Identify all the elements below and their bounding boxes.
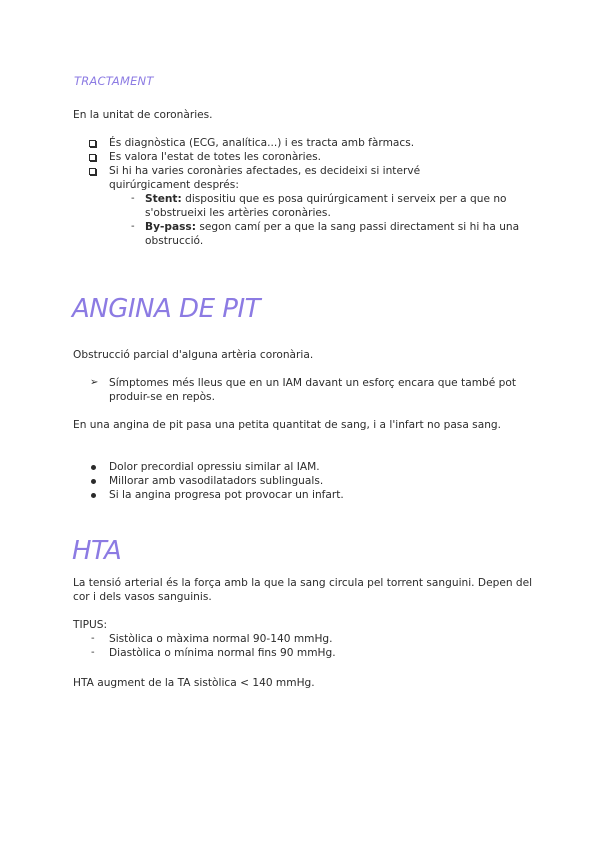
checkbox-bullet-icon <box>89 168 96 175</box>
checkbox-bullet-icon <box>89 140 96 147</box>
arrow-bullet-icon: ➢ <box>90 377 99 388</box>
tipus-item: Sistòlica o màxima normal 90-140 mmHg. <box>109 633 333 645</box>
angina-bullet: Si la angina progresa pot provocar un infart. <box>109 489 344 501</box>
checkbox-bullet-icon <box>89 154 96 161</box>
angina-intro: Obstrucció parcial d'alguna artèria coronària. <box>73 349 314 361</box>
angina-paragraph: En una angina de pit pasa una petita quantitat de sang, i a l'infart no pasa sang. <box>73 419 502 431</box>
term-stent: Stent: <box>145 193 182 205</box>
bullet-dot-icon <box>91 493 96 498</box>
angina-bullet: Dolor precordial opressiu similar al IAM. <box>109 461 320 473</box>
tipus-item: Diastòlica o mínima normal fins 90 mmHg. <box>109 647 336 659</box>
bullet-dot-icon <box>91 479 96 484</box>
tractament-item: Es valora l'estat de totes les coronàries. <box>109 151 322 163</box>
dash-marker: - <box>91 633 95 644</box>
dash-marker: - <box>131 193 135 204</box>
sub-item-bypass <box>145 220 525 248</box>
bypass-description: segon camí per a que la sang passi directament si hi ha una obstrucció. <box>145 221 520 247</box>
bullet-dot-icon <box>91 465 96 470</box>
tractament-intro: En la unitat de coronàries. <box>73 109 213 121</box>
section-heading-angina: ANGINA DE PIT <box>72 294 260 324</box>
term-bypass: By-pass: <box>145 221 196 233</box>
section-heading-tractament: TRACTAMENT <box>74 74 154 88</box>
sub-item-stent <box>145 192 525 220</box>
tractament-item: Si hi ha varies coronàries afectades, es decideixi si intervé quirúrgicament després: <box>109 165 421 191</box>
angina-arrow-item: Símptomes més lleus que en un IAM davant un esforç encara que també pot produir-se en repòs. <box>109 377 516 403</box>
hta-paragraph: La tensió arterial és la força amb la que la sang circula pel torrent sanguini. Depen del cor i dels vasos sanguinis. <box>73 577 533 603</box>
section-heading-hta: HTA <box>72 536 122 566</box>
tipus-label: TIPUS: <box>73 619 108 631</box>
dash-marker: - <box>91 647 95 658</box>
dash-marker: - <box>131 221 135 232</box>
hta-closing: HTA augment de la TA sistòlica < 140 mmHg. <box>73 677 315 689</box>
stent-description: dispositiu que es posa quirúrgicament i serveix per a que no s'obstrueixi les artèries coronàries. <box>145 193 507 219</box>
angina-bullet: Millorar amb vasodilatadors sublinguals. <box>109 475 324 487</box>
tractament-item: És diagnòstica (ECG, analítica...) i es tracta amb fàrmacs. <box>109 137 415 149</box>
